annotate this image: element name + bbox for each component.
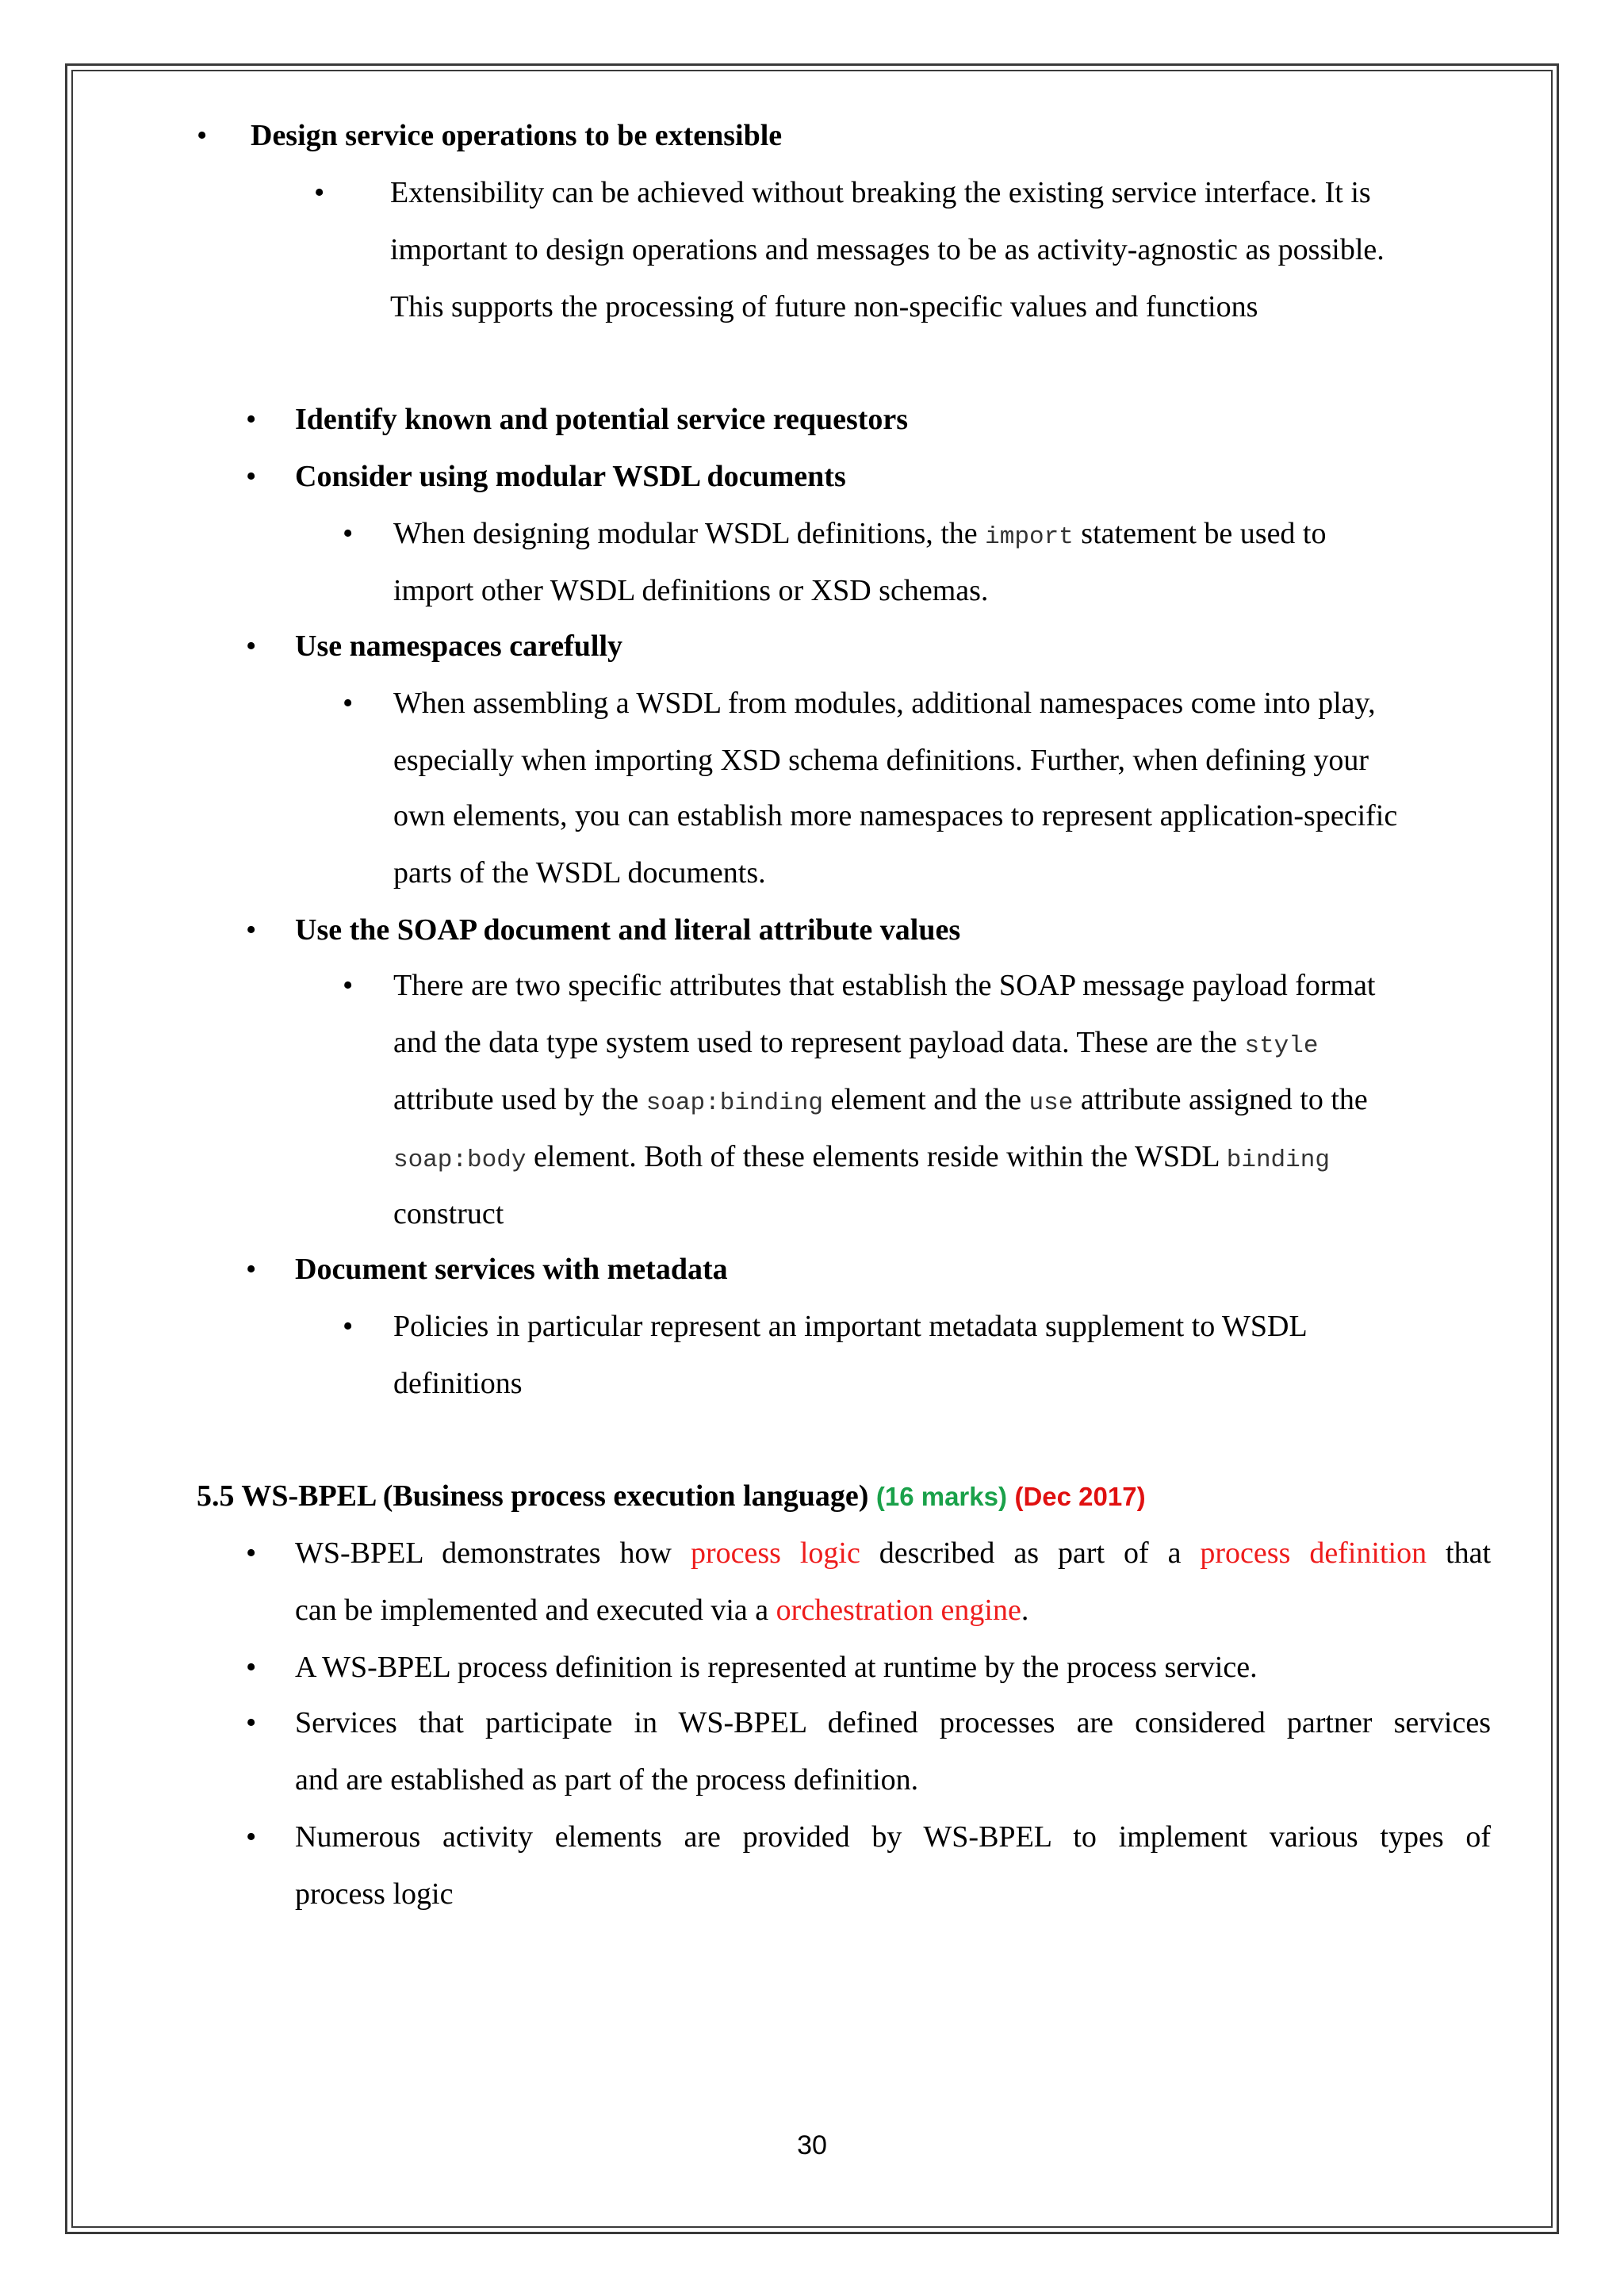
text-line: Extensibility can be achieved without breaking the existing service interface. It is [390, 176, 1371, 209]
text-line: especially when importing XSD schema definitions. Further, when defining your [393, 744, 1369, 777]
bullet: • [246, 913, 257, 947]
heading-requestors: Identify known and potential service requestors [295, 403, 909, 436]
bullet: • [246, 460, 257, 493]
text-line: own elements, you can establish more namespaces to represent application-specific [393, 799, 1398, 832]
code-import: import [985, 523, 1074, 551]
bullet: • [246, 1651, 257, 1684]
code-binding: binding [1226, 1146, 1330, 1174]
date-label: (Dec 2017) [1014, 1482, 1146, 1511]
text-span: WS-BPEL demonstrates how [295, 1536, 691, 1570]
heading-extensible: Design service operations to be extensible [251, 119, 783, 152]
text-line: A WS-BPEL process definition is represented at runtime by the process service. [295, 1651, 1258, 1684]
page-number: 30 [797, 2130, 827, 2160]
text-line [393, 1138, 1330, 1179]
text-line: import other WSDL definitions or XSD schemas. [393, 574, 989, 607]
code-use: use [1028, 1089, 1074, 1117]
text-span: attribute used by the [393, 1083, 646, 1116]
bullet: • [343, 517, 354, 550]
text-span: statement be used to [1073, 517, 1327, 550]
bullet: • [197, 119, 208, 152]
heading-modular: Consider using modular WSDL documents [295, 460, 846, 493]
bullet: • [246, 1706, 257, 1739]
bullet: • [314, 176, 325, 209]
text-line: Numerous activity elements are provided by WS-BPEL to implement various types of [295, 1820, 1491, 1854]
text-line: There are two specific attributes that establish the SOAP message payload format [393, 969, 1376, 1002]
bullet: • [246, 403, 257, 436]
text-line [393, 1081, 1368, 1122]
text-line: Services that participate in WS-BPEL defined processes are considered partner services [295, 1706, 1491, 1739]
text-line: and are established as part of the process definition. [295, 1763, 919, 1797]
text-span: element. Both of these elements reside within the WSDL [526, 1140, 1227, 1173]
bullet: • [246, 1820, 257, 1854]
bullet: • [246, 1253, 257, 1286]
text-line: parts of the WSDL documents. [393, 856, 766, 890]
text-span: can be implemented and executed via a [295, 1594, 776, 1627]
text-line: This supports the processing of future non-specific values and functions [390, 290, 1258, 323]
section-title: 5.5 WS-BPEL (Business process execution language) [197, 1479, 869, 1513]
highlight-process-logic: process logic [690, 1536, 860, 1570]
code-soap-body: soap:body [393, 1146, 527, 1174]
text-span: When designing modular WSDL definitions, the [393, 517, 986, 550]
bullet: • [246, 629, 257, 663]
code-style: style [1244, 1032, 1319, 1060]
heading-namespaces: Use namespaces carefully [295, 629, 623, 663]
text-line [295, 1535, 1491, 1571]
section-heading [197, 1478, 1146, 1515]
heading-soap: Use the SOAP document and literal attribute values [295, 913, 961, 947]
text-line [393, 1024, 1318, 1065]
text-line: construct [393, 1197, 504, 1230]
text-line [295, 1592, 1028, 1628]
text-span: that [1427, 1536, 1492, 1570]
text-line [393, 515, 1327, 556]
text-line: Policies in particular represent an important metadata supplement to WSDL [393, 1310, 1308, 1343]
text-span: and the data type system used to represent payload data. These are the [393, 1026, 1245, 1059]
text-line: process logic [295, 1877, 454, 1911]
bullet: • [343, 687, 354, 720]
text-span: . [1021, 1594, 1029, 1627]
bullet: • [343, 1310, 354, 1343]
text-span: attribute assigned to the [1073, 1083, 1368, 1116]
marks-label: (16 marks) [875, 1482, 1007, 1511]
bullet: • [343, 969, 354, 1002]
text-span: element and the [822, 1083, 1029, 1116]
text-span: described as part of a [860, 1536, 1201, 1570]
code-soap-binding: soap:binding [645, 1089, 823, 1117]
highlight-process-definition: process definition [1200, 1536, 1427, 1570]
text-line: definitions [393, 1367, 523, 1400]
highlight-orchestration-engine: orchestration engine [776, 1594, 1021, 1627]
text-line: When assembling a WSDL from modules, additional namespaces come into play, [393, 687, 1376, 720]
text-line: important to design operations and messages to be as activity-agnostic as possible. [390, 233, 1385, 266]
heading-metadata: Document services with metadata [295, 1253, 728, 1286]
bullet: • [246, 1536, 257, 1570]
